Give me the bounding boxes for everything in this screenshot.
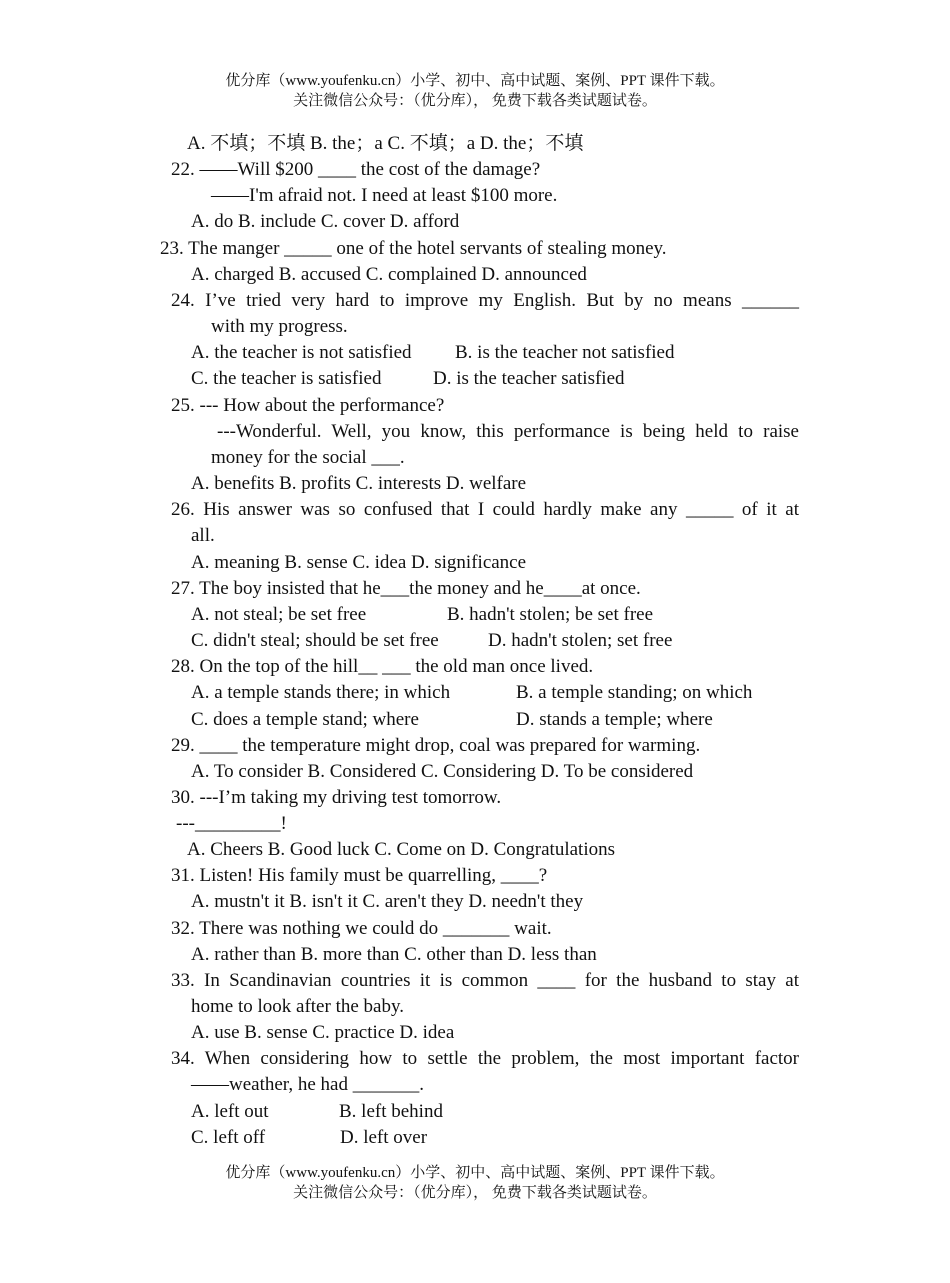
q24-stem-line-2: with my progress.	[211, 316, 348, 337]
q30-options: A. Cheers B. Good luck C. Come on D. Congratulations	[187, 839, 615, 860]
q28-option-c: C. does a temple stand; where	[191, 709, 419, 730]
q30-stem: 30. ---I’m taking my driving test tomorrow.	[171, 787, 502, 808]
q34-option-d: D. left over	[340, 1127, 428, 1148]
q29-options: A. To consider B. Considered C. Considering D. To be considered	[191, 761, 694, 782]
footer-line-1: 优分库（www.youfenku.cn）小学、初中、高中试题、案例、PPT 课件下载。	[225, 1165, 725, 1181]
q23-options: A. charged B. accused C. complained D. announced	[191, 264, 587, 285]
q30-reply: ---_________!	[176, 813, 287, 834]
q26-options: A. meaning B. sense C. idea D. significance	[191, 552, 527, 573]
q26-stem-line-2: all.	[191, 525, 215, 546]
q26-stem-line-1: 26. His answer was so confused that I could hardly make any _____ of it at	[171, 499, 799, 520]
q27-stem: 27. The boy insisted that he___the money and he____at once.	[171, 578, 641, 599]
page-footer	[0, 1163, 950, 1203]
q25-reply-line-2: money for the social ___.	[211, 447, 405, 468]
q24-option-b: B. is the teacher not satisfied	[455, 342, 675, 363]
q34-option-c: C. left off	[191, 1127, 266, 1148]
q34-stem-line-2: ——weather, he had _______.	[191, 1074, 424, 1095]
q34-stem-line-1: 34. When considering how to settle the problem, the most important factor	[171, 1048, 799, 1069]
q27-option-c: C. didn't steal; should be set free	[191, 630, 439, 651]
q28-option-b: B. a temple standing; on which	[516, 682, 753, 703]
q24-stem-line-1: 24. I’ve tried very hard to improve my English. But by no means ______	[171, 290, 799, 311]
q32-stem: 32. There was nothing we could do _______ wait.	[171, 918, 552, 939]
q25-reply-line-1: ---Wonderful. Well, you know, this performance is being held to raise	[217, 421, 799, 442]
q28-stem: 28. On the top of the hill__ ___ the old man once lived.	[171, 656, 594, 677]
q22-reply: ——I'm afraid not. I need at least $100 more.	[211, 185, 558, 206]
q24-option-c: C. the teacher is satisfied	[191, 368, 382, 389]
q21-options: A. 不填；不填 B. the；a C. 不填；a D. the；不填	[187, 133, 584, 154]
q31-options: A. mustn't it B. isn't it C. aren't they D. needn't they	[191, 891, 584, 912]
q33-options: A. use B. sense C. practice D. idea	[191, 1022, 455, 1043]
q27-option-d: D. hadn't stolen; set free	[488, 630, 673, 651]
q28-option-a: A. a temple stands there; in which	[191, 682, 451, 703]
q27-option-b: B. hadn't stolen; be set free	[447, 604, 654, 625]
q24-option-a: A. the teacher is not satisfied	[191, 342, 412, 363]
q22-options: A. do B. include C. cover D. afford	[191, 211, 460, 232]
q25-stem: 25. --- How about the performance?	[171, 395, 445, 416]
header-line-2: 关注微信公众号：（优分库）， 免费下载各类试题试卷。	[293, 93, 657, 109]
footer-line-2: 关注微信公众号：（优分库）， 免费下载各类试题试卷。	[293, 1185, 657, 1201]
q24-option-d: D. is the teacher satisfied	[433, 368, 625, 389]
q33-stem-line-1: 33. In Scandinavian countries it is common ____ for the husband to stay at	[171, 970, 799, 991]
q23-stem: 23. The manger _____ one of the hotel servants of stealing money.	[160, 238, 667, 259]
page-header	[0, 71, 950, 111]
q22-stem: 22. ——Will $200 ____ the cost of the damage?	[171, 159, 541, 180]
q25-options: A. benefits B. profits C. interests D. welfare	[191, 473, 527, 494]
q34-option-b: B. left behind	[339, 1101, 443, 1122]
q29-stem: 29. ____ the temperature might drop, coal was prepared for warming.	[171, 735, 701, 756]
q28-option-d: D. stands a temple; where	[516, 709, 713, 730]
q34-option-a: A. left out	[191, 1101, 269, 1122]
q27-option-a: A. not steal; be set free	[191, 604, 367, 625]
q33-stem-line-2: home to look after the baby.	[191, 996, 404, 1017]
q32-options: A. rather than B. more than C. other than D. less than	[191, 944, 597, 965]
header-line-1: 优分库（www.youfenku.cn）小学、初中、高中试题、案例、PPT 课件下载。	[225, 73, 725, 89]
q31-stem: 31. Listen! His family must be quarrelling, ____?	[171, 865, 548, 886]
